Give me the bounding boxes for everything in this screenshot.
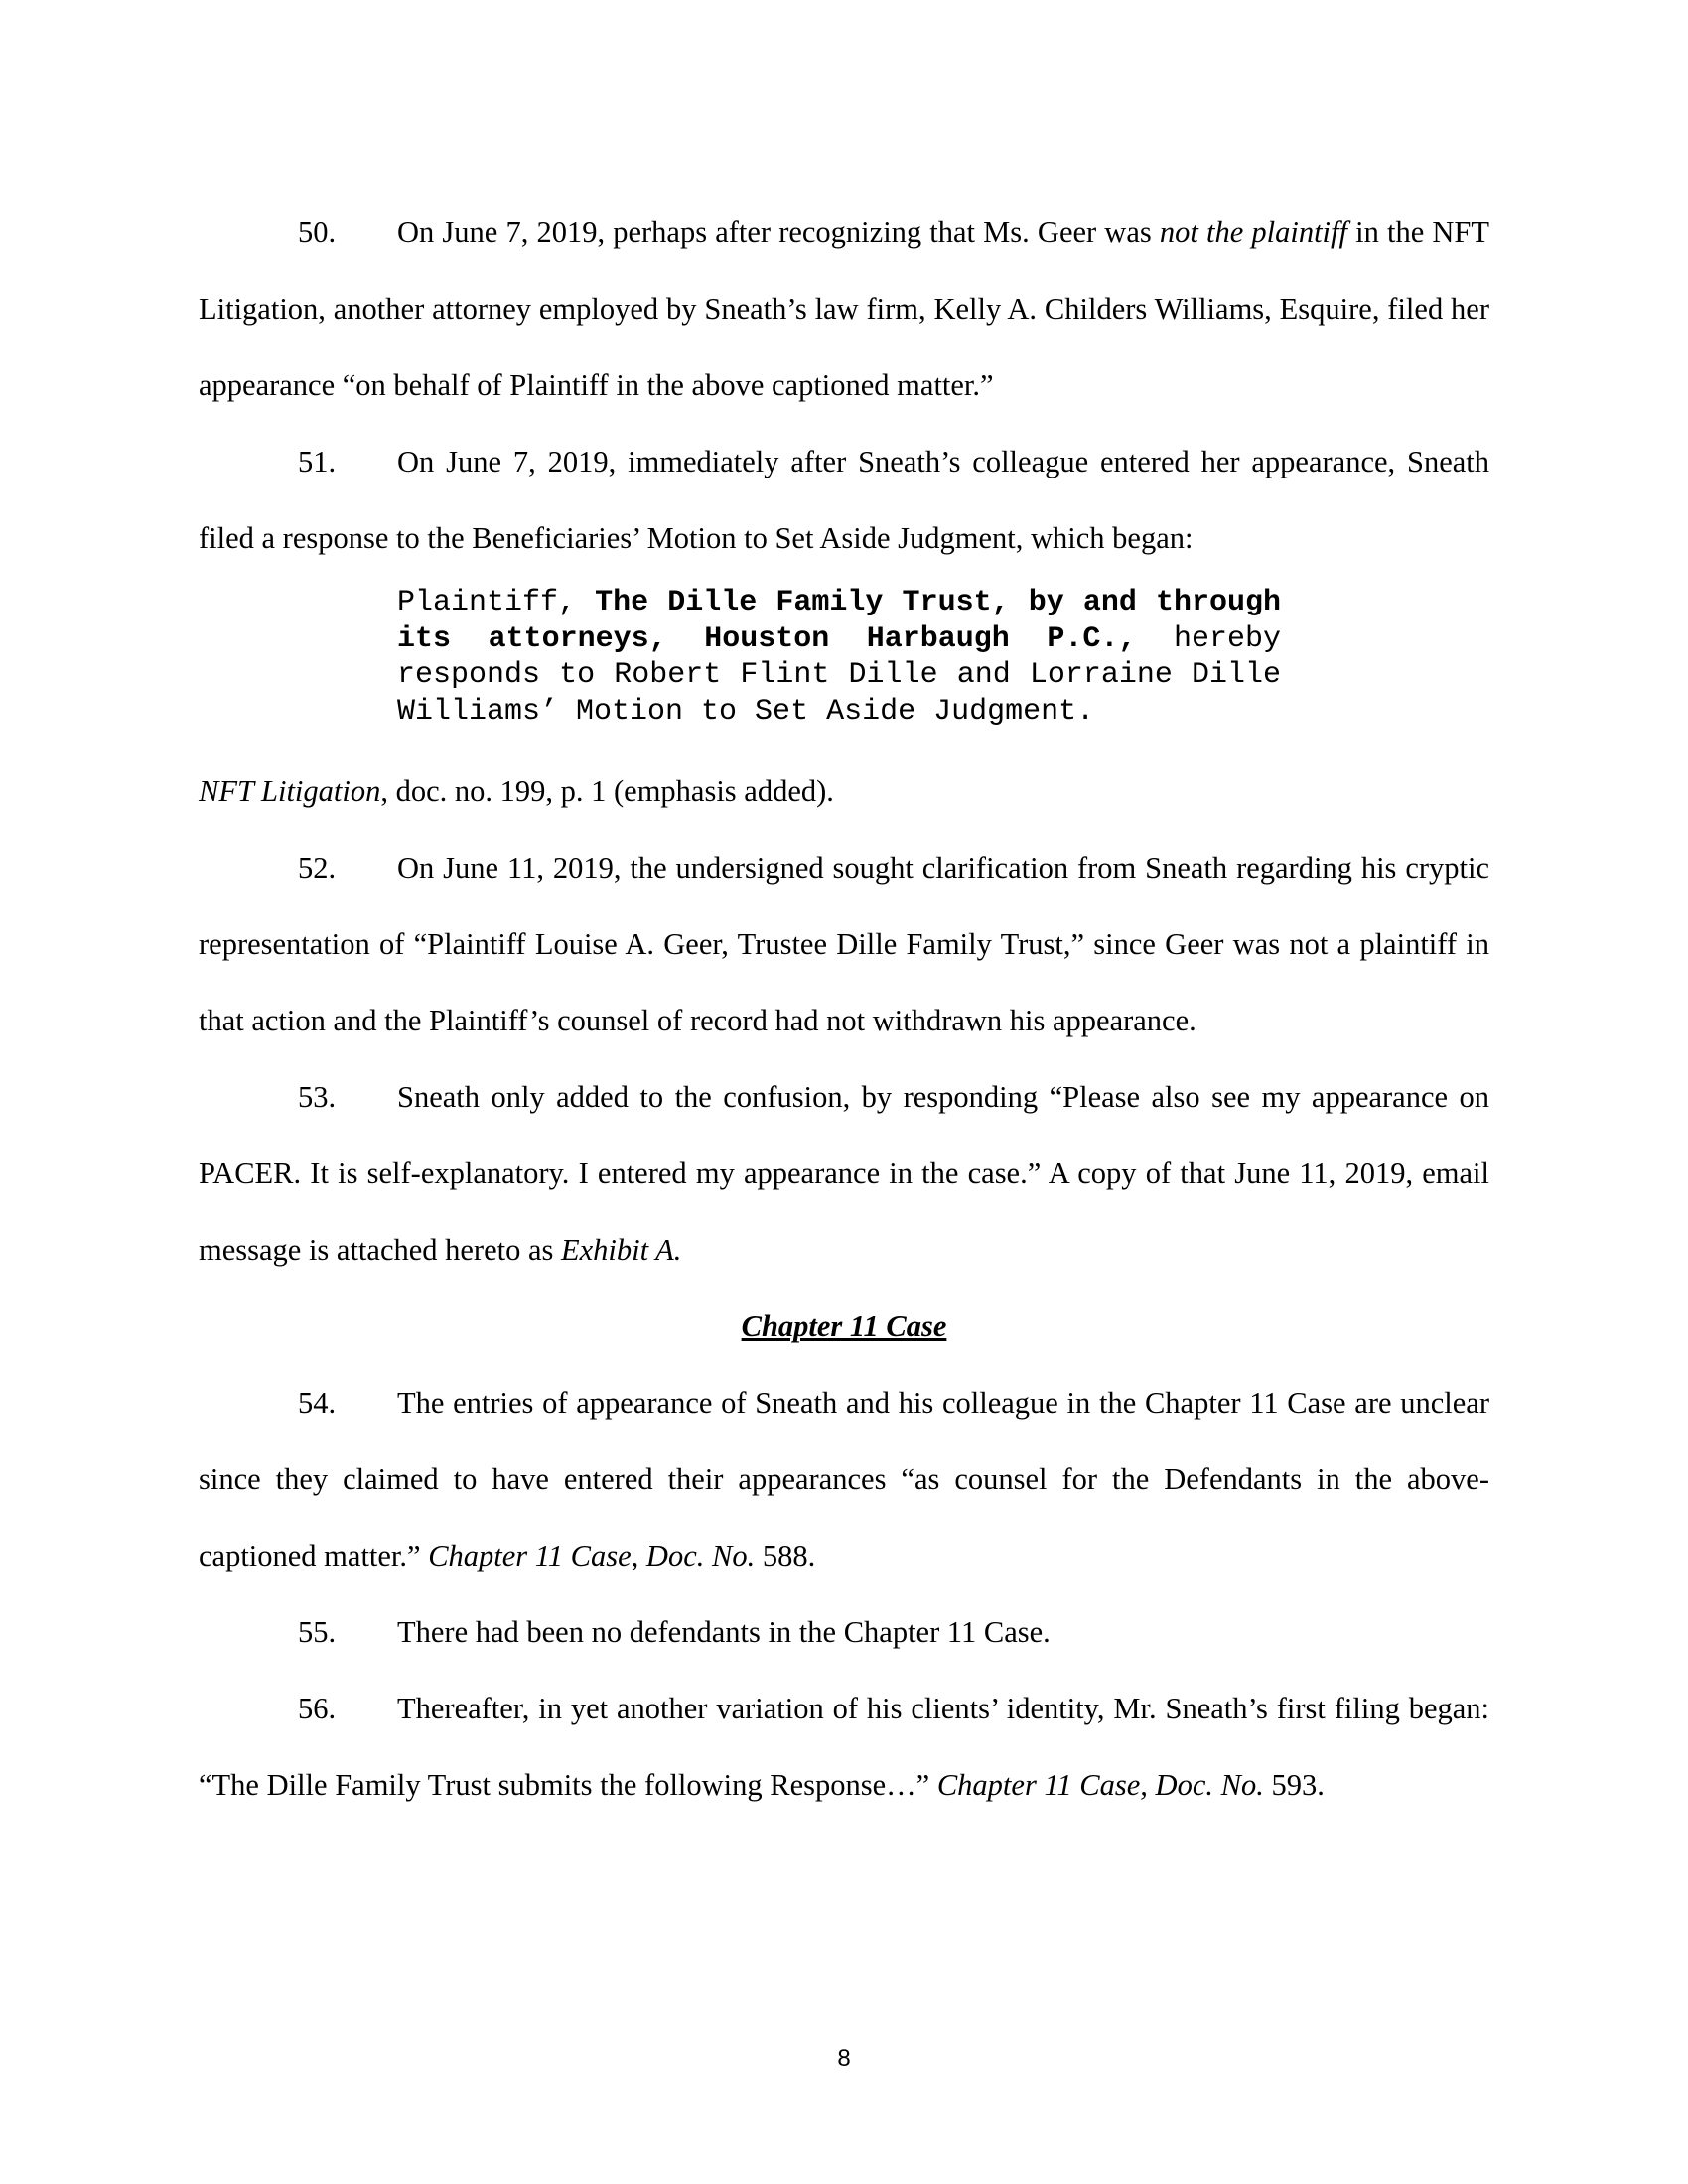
- paragraph-number: 51.: [298, 445, 337, 478]
- paragraph-56: [199, 1671, 1489, 1824]
- quote-text: hereby responds to Robert Flint Dille and Lorraine Dille Williams’ Motion to Set Aside Judgment.: [397, 621, 1281, 729]
- paragraph-text: On June 7, 2019, perhaps after recognizing that Ms. Geer was: [397, 215, 1160, 249]
- paragraph-number: 50.: [298, 215, 337, 249]
- citation-title: NFT Litigation: [199, 774, 381, 808]
- paragraph-text: in the NFT Litigation, another attorney employed by Sneath’s law firm, Kelly A. Childers Williams, Esquire, filed her appearance “on behalf of Plaintiff in the above captioned matter.”: [199, 215, 1489, 402]
- paragraph-text: Thereafter, in yet another variation of his clients’ identity, Mr. Sneath’s first filing began: “The Dille Family Trust submits the following Response…”: [199, 1692, 1489, 1802]
- citation-51: [199, 753, 1489, 830]
- citation-text: , doc. no. 199, p. 1 (emphasis added).: [380, 774, 834, 808]
- citation-title: Chapter 11 Case, Doc. No.: [936, 1768, 1264, 1802]
- quote-bold-text: The Dille Family Trust, by and through its attorneys, Houston Harbaugh P.C.,: [397, 586, 1281, 656]
- paragraph-number: 53.: [298, 1080, 337, 1114]
- paragraph-number: 56.: [298, 1692, 337, 1725]
- paragraph-text: The entries of appearance of Sneath and his colleague in the Chapter 11 Case are unclear since they claimed to have entered their appearances “as counsel for the Defendants in the above-captioned matter.”: [199, 1386, 1489, 1572]
- section-heading: Chapter 11 Case: [741, 1309, 947, 1343]
- quote-text: Plaintiff,: [397, 586, 596, 619]
- block-quote: [397, 585, 1281, 742]
- paragraph-51: [199, 424, 1489, 577]
- exhibit-reference: Exhibit A.: [561, 1233, 682, 1267]
- paragraph-text: 588.: [755, 1539, 816, 1572]
- paragraph-52: [199, 830, 1489, 1059]
- page-number: 8: [837, 2045, 851, 2072]
- paragraph-text: There had been no defendants in the Chapter 11 Case.: [397, 1615, 1051, 1649]
- paragraph-number: 54.: [298, 1386, 337, 1420]
- paragraph-text: On June 7, 2019, immediately after Sneath’s colleague entered her appearance, Sneath filed a response to the Beneficiaries’ Motion to Set Aside Judgment, which began:: [199, 445, 1489, 555]
- paragraph-50: [199, 195, 1489, 424]
- paragraph-text: Sneath only added to the confusion, by responding “Please also see my appearance on PACER. It is self-explanatory. I entered my appearance in the case.” A copy of that June 11, 2019, email message is attached hereto as: [199, 1080, 1489, 1267]
- paragraph-number: 52.: [298, 851, 337, 885]
- paragraph-text: 593.: [1263, 1768, 1325, 1802]
- emphasis-text: not the plaintiff: [1159, 215, 1347, 249]
- document-body: [199, 195, 1489, 1824]
- paragraph-text: On June 11, 2019, the undersigned sought clarification from Sneath regarding his cryptic representation of “Plaintiff Louise A. Geer, Trustee Dille Family Trust,” since Geer was not a plaintiff in that action and the Plaintiff’s counsel of record had not withdrawn his appearance.: [199, 851, 1489, 1037]
- paragraph-54: [199, 1365, 1489, 1594]
- paragraph-55: [199, 1594, 1489, 1671]
- paragraph-53: [199, 1059, 1489, 1289]
- paragraph-number: 55.: [298, 1615, 337, 1649]
- citation-title: Chapter 11 Case, Doc. No.: [428, 1539, 756, 1572]
